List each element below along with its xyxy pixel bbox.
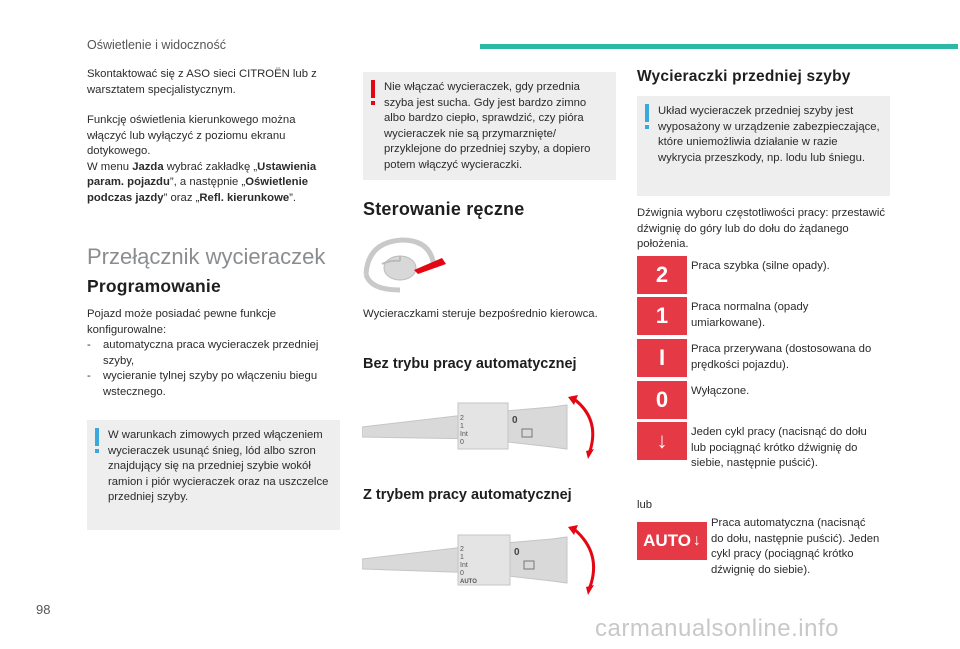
auto-text: Praca automatyczna (nacisnąć do dołu, następnie puścić). Jeden cykl pracy (pociągnąć krótko dźwignię do siebie). <box>711 517 880 576</box>
speed-2-text: Praca szybka (silne opady). <box>691 260 830 272</box>
winter-note-box <box>87 420 340 530</box>
off-text: Wyłączone. <box>691 385 750 397</box>
programming-heading: Programowanie <box>87 276 221 296</box>
section-header: Oświetlenie i widoczność <box>87 38 226 52</box>
stalk-label-int: Int <box>460 562 468 569</box>
header-accent-bar <box>480 44 958 49</box>
stalk-label-2: 2 <box>460 415 464 422</box>
page-number: 98 <box>36 602 51 617</box>
off-badge: 0 <box>637 381 687 419</box>
auto-badge: AUTO ↓ <box>637 522 707 560</box>
stalk-label-0: 0 <box>460 439 464 446</box>
info-icon <box>95 428 99 446</box>
frequency-selector-text: Dźwignia wyboru częstotliwości pracy: przestawić dźwignię do góry lub do dołu do żądanego położenia. <box>637 207 885 251</box>
stalk-highlight-icon <box>414 258 446 274</box>
or-text: lub <box>637 499 653 511</box>
stalk-illustration-manual <box>362 385 612 465</box>
intermittent-text: Praca przerywana (dostosowana do prędkości pojazdu). <box>691 343 872 371</box>
winter-note-text: W warunkach zimowych przed włączeniem wycieraczek usunąć śnieg, lód albo szron znajdujący się na przedniej szybie wokół ramion i piór wycieraczek oraz na uszczelce przedniej szyby. <box>108 429 329 504</box>
single-cycle-text: Jeden cykl pracy (nacisnąć do dołu lub pociągnąć krótko dźwignię do siebie, następnie puścić). <box>691 426 867 470</box>
stalk-label-0: 0 <box>460 570 464 577</box>
warning-icon <box>371 80 375 98</box>
dry-glass-warning-box <box>363 72 616 180</box>
stalk-label-1: 1 <box>460 554 464 561</box>
speed-1-text: Praca normalna (opady umiarkowane). <box>691 301 809 329</box>
rotation-arrow-icon <box>574 399 593 451</box>
stalk-label-auto: AUTO <box>460 579 477 585</box>
with-auto-heading: Z trybem pracy automatycznej <box>363 487 572 503</box>
down-arrow-icon: ↓ <box>692 532 701 549</box>
manual-control-text: Wycieraczkami steruje bezpośrednio kierowca. <box>363 308 598 320</box>
rear-wiper-zero-label: 0 <box>514 547 520 558</box>
stalk-label-1: 1 <box>460 423 464 430</box>
rotation-arrow-icon <box>574 529 594 587</box>
intermittent-badge: I <box>637 339 687 377</box>
speed-2-badge: 2 <box>637 256 687 294</box>
without-auto-heading: Bez trybu pracy automatycznej <box>363 356 577 372</box>
steering-wheel-illustration <box>360 234 450 296</box>
stalk-label-2: 2 <box>460 546 464 553</box>
list-item: - wycieranie tylnej szyby po włączeniu biegu wstecznego. <box>87 370 318 398</box>
col1-paragraph-configurable: Pojazd może posiadać pewne funkcje konfigurowalne: - automatyczna praca wycieraczek przedniej szyby, - wycieranie tylnej szyby po włączeniu biegu wstecznego. <box>87 307 337 401</box>
wiper-switch-title: Przełącznik wycieraczek <box>87 244 326 269</box>
stalk-illustration-auto <box>362 515 612 600</box>
list-item: - automatyczna praca wycieraczek przedniej szyby, <box>87 339 319 367</box>
speed-1-badge: 1 <box>637 297 687 335</box>
rear-wiper-zero-label: 0 <box>512 415 518 426</box>
col1-paragraph-directional: Funkcję oświetlenia kierunkowego można włączyć lub wyłączyć z poziomu ekranu dotykowego. W menu Jazda wybrać zakładkę „Ustawienia param. pojazdu”, a następnie „Oświetlenie podczas jazdy” oraz „Refl. kierunkowe”. <box>87 114 317 204</box>
manual-control-heading: Sterowanie ręczne <box>363 199 525 219</box>
stalk-label-int: Int <box>460 431 468 438</box>
watermark: carmanualsonline.info <box>595 615 839 642</box>
col1-paragraph-contact: Skontaktować się z ASO sieci CITROËN lub z warsztatem specjalistycznym. <box>87 68 317 96</box>
directional-text: Funkcję oświetlenia kierunkowego można włączyć lub wyłączyć z poziomu ekranu dotykowego. <box>87 114 296 158</box>
info-icon <box>645 104 649 122</box>
front-wipers-heading: Wycieraczki przedniej szyby <box>637 68 851 85</box>
protection-note-box <box>637 96 890 196</box>
protection-note-text: Układ wycieraczek przedniej szyby jest wyposażony w urządzenie zabezpieczające, które uniemożliwia działanie w razie wykrycia przeszkody, np. lodu lub śniegu. <box>658 105 880 164</box>
single-cycle-arrow-icon: ↓ <box>637 422 687 460</box>
warning-text: Nie włączać wycieraczek, gdy przednia szyba jest sucha. Gdy jest bardzo zimno albo bardzo ciepło, sprawdzić, czy pióra wycieraczek nie są przymarznięte/ przyklejone do przedniej szyby, a dopiero potem włączyć wycieraczki. <box>384 81 591 171</box>
